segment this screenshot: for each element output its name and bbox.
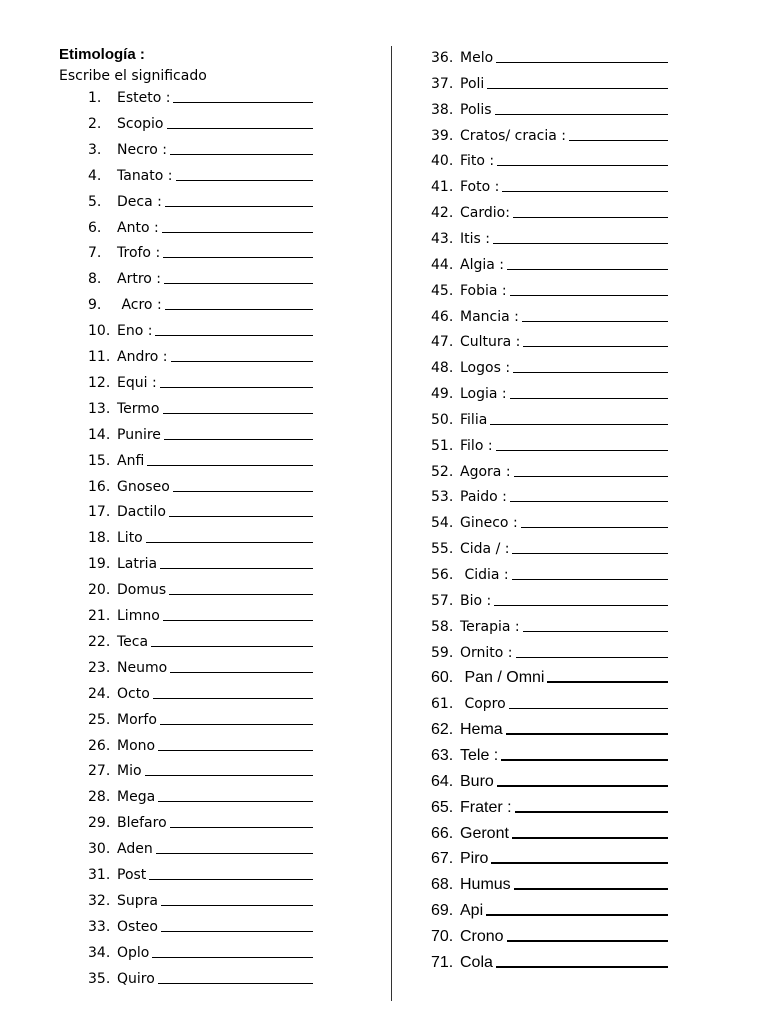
- answer-blank[interactable]: [170, 154, 313, 155]
- item-term: Frater :: [460, 798, 512, 816]
- list-item: [431, 874, 668, 896]
- item-term: Andro :: [117, 349, 168, 365]
- item-number: 36.: [431, 50, 454, 66]
- answer-blank[interactable]: [523, 631, 668, 632]
- item-number: 64.: [431, 772, 454, 790]
- item-number: 19.: [88, 556, 111, 573]
- item-term: Cidia :: [460, 567, 509, 583]
- item-term: Cultura :: [460, 334, 521, 351]
- answer-blank[interactable]: [497, 165, 668, 166]
- list-item: [88, 683, 313, 705]
- answer-blank[interactable]: [516, 657, 668, 658]
- item-number: 63.: [431, 746, 454, 764]
- item-term: Fobia :: [460, 282, 507, 299]
- list-item: [88, 139, 313, 161]
- item-number: 32.: [88, 892, 111, 909]
- item-number: 35.: [88, 970, 111, 987]
- item-number: 27.: [88, 763, 111, 780]
- answer-blank[interactable]: [160, 568, 313, 569]
- item-term: Cida / :: [460, 541, 510, 558]
- item-number: 52.: [431, 463, 454, 480]
- list-item: [431, 383, 668, 405]
- list-item: [431, 616, 668, 638]
- item-number: 37.: [431, 75, 454, 92]
- list-item: [88, 657, 313, 679]
- item-term: Domus: [117, 582, 167, 599]
- answer-blank[interactable]: [497, 785, 668, 787]
- item-term: Filia: [460, 411, 488, 428]
- list-item: [431, 73, 668, 95]
- item-number: 46.: [431, 308, 454, 325]
- answer-blank[interactable]: [512, 553, 668, 554]
- item-number: 44.: [431, 256, 454, 273]
- item-term: Geront: [460, 824, 509, 842]
- item-number: 40.: [431, 153, 454, 170]
- answer-blank[interactable]: [173, 491, 313, 492]
- list-item: [431, 952, 668, 974]
- list-item: [88, 760, 313, 782]
- answer-blank[interactable]: [515, 811, 668, 813]
- answer-blank[interactable]: [165, 206, 313, 207]
- item-term: Crono: [460, 927, 504, 945]
- answer-blank[interactable]: [495, 114, 668, 115]
- item-term: Bio :: [460, 592, 492, 609]
- item-term: Mono: [117, 737, 156, 754]
- list-item: [88, 605, 313, 627]
- answer-blank[interactable]: [169, 594, 313, 595]
- item-number: 45.: [431, 282, 454, 299]
- item-number: 15.: [88, 452, 111, 469]
- list-item: [431, 926, 668, 948]
- item-term: Oplo: [117, 944, 150, 961]
- answer-blank[interactable]: [155, 335, 313, 336]
- list-item: [88, 191, 313, 213]
- item-number: 22.: [88, 633, 111, 650]
- item-term: Pan / Omni: [460, 669, 545, 687]
- answer-blank[interactable]: [169, 516, 313, 517]
- column-divider: [391, 46, 392, 1001]
- item-number: 4.: [88, 167, 102, 184]
- item-term: Tanato :: [117, 167, 173, 184]
- list-item: [88, 942, 313, 964]
- item-number: 6.: [88, 219, 102, 236]
- item-term: Algia :: [460, 256, 504, 273]
- list-item: [431, 590, 668, 612]
- answer-blank[interactable]: [496, 966, 668, 968]
- item-number: 38.: [431, 101, 454, 118]
- item-number: 12.: [88, 374, 111, 391]
- item-term: Fito :: [460, 153, 495, 170]
- answer-blank[interactable]: [491, 862, 668, 864]
- list-item: [88, 165, 313, 187]
- item-term: Mio: [117, 763, 142, 780]
- item-term: Hema: [460, 721, 503, 739]
- list-item: [431, 719, 668, 741]
- item-term: Ornito :: [460, 644, 513, 661]
- list-item: [431, 280, 668, 302]
- answer-blank[interactable]: [147, 465, 313, 466]
- list-item: [431, 797, 668, 819]
- list-item: [88, 916, 313, 938]
- item-number: 59.: [431, 644, 454, 661]
- item-term: Paido :: [460, 489, 507, 506]
- item-number: 39.: [431, 127, 454, 144]
- item-number: 5.: [88, 193, 102, 210]
- answer-blank[interactable]: [510, 501, 668, 502]
- list-item: [431, 693, 668, 715]
- item-number: 33.: [88, 918, 111, 935]
- answer-blank[interactable]: [158, 801, 313, 802]
- list-item: [431, 228, 668, 250]
- item-term: Terapia :: [460, 618, 520, 635]
- item-number: 7.: [88, 245, 102, 262]
- item-number: 16.: [88, 478, 111, 495]
- list-item: [88, 838, 313, 860]
- item-term: Tele :: [460, 746, 499, 764]
- item-number: 68.: [431, 876, 454, 894]
- item-number: 8.: [88, 271, 102, 288]
- list-item: [88, 501, 313, 523]
- answer-blank[interactable]: [496, 450, 668, 451]
- item-term: Termo: [117, 400, 160, 417]
- answer-blank[interactable]: [569, 140, 668, 141]
- item-number: 61.: [431, 696, 454, 713]
- item-number: 13.: [88, 400, 111, 417]
- item-number: 26.: [88, 737, 111, 754]
- answer-blank[interactable]: [158, 750, 313, 751]
- answer-blank[interactable]: [171, 361, 313, 362]
- item-number: 69.: [431, 902, 454, 920]
- item-term: Aden: [117, 841, 153, 858]
- item-term: Limno: [117, 608, 160, 624]
- list-item: [431, 461, 668, 483]
- list-item: [431, 512, 668, 534]
- item-term: Piro: [460, 850, 489, 868]
- answer-blank[interactable]: [507, 940, 668, 942]
- item-number: 31.: [88, 867, 111, 883]
- item-number: 66.: [431, 824, 454, 842]
- list-item: [431, 176, 668, 198]
- answer-blank[interactable]: [494, 605, 668, 606]
- item-term: Buro: [460, 772, 494, 790]
- item-term: Deca :: [117, 193, 162, 210]
- list-item: [88, 424, 313, 446]
- item-number: 3.: [88, 141, 102, 158]
- item-number: 62.: [431, 721, 454, 739]
- answer-blank[interactable]: [510, 398, 668, 399]
- list-item: [431, 202, 668, 224]
- item-term: Api: [460, 902, 484, 920]
- list-item: [431, 771, 668, 793]
- item-term: Lito: [117, 530, 143, 547]
- list-item: [88, 242, 313, 264]
- list-item: [431, 745, 668, 767]
- answer-blank[interactable]: [167, 128, 313, 129]
- list-item: [88, 890, 313, 912]
- item-term: Teca: [117, 633, 149, 650]
- answer-blank[interactable]: [522, 321, 668, 322]
- item-term: Quiro: [117, 970, 155, 987]
- answer-blank[interactable]: [145, 775, 313, 776]
- list-item: [88, 346, 313, 368]
- item-term: Logia :: [460, 386, 507, 403]
- answer-blank[interactable]: [161, 931, 313, 932]
- list-item: [431, 254, 668, 276]
- item-number: 1.: [88, 90, 102, 106]
- item-number: 47.: [431, 334, 454, 351]
- item-number: 70.: [431, 927, 454, 945]
- answer-blank[interactable]: [153, 698, 313, 699]
- item-number: 56.: [431, 567, 454, 583]
- item-term: Cardio:: [460, 205, 510, 222]
- item-number: 49.: [431, 386, 454, 403]
- answer-blank[interactable]: [156, 853, 313, 854]
- item-term: Gnoseo: [117, 478, 170, 495]
- item-number: 30.: [88, 841, 111, 858]
- list-item: [431, 357, 668, 379]
- list-item: [431, 642, 668, 664]
- answer-blank[interactable]: [152, 957, 313, 958]
- answer-blank[interactable]: [151, 646, 313, 647]
- item-term: Humus: [460, 876, 511, 894]
- item-number: 60.: [431, 669, 454, 687]
- list-item: [431, 823, 668, 845]
- item-term: Punire: [117, 426, 161, 443]
- answer-blank[interactable]: [523, 346, 668, 347]
- list-item: [431, 47, 668, 69]
- item-term: Esteto :: [117, 90, 171, 106]
- answer-blank[interactable]: [170, 827, 313, 828]
- answer-blank[interactable]: [170, 672, 313, 673]
- answer-blank[interactable]: [149, 879, 313, 880]
- answer-blank[interactable]: [513, 217, 668, 218]
- list-item: [88, 812, 313, 834]
- list-item: [88, 217, 313, 239]
- item-number: 41.: [431, 179, 454, 196]
- answer-blank[interactable]: [493, 243, 668, 244]
- answer-blank[interactable]: [173, 102, 313, 103]
- item-term: Cola: [460, 953, 493, 971]
- item-term: Morfo: [117, 711, 157, 728]
- item-term: Supra: [117, 892, 158, 909]
- list-item: [431, 306, 668, 328]
- item-term: Cratos/ cracia :: [460, 127, 566, 144]
- list-item: [431, 331, 668, 353]
- item-number: 2.: [88, 115, 102, 132]
- list-item: [88, 268, 313, 290]
- list-item: [431, 125, 668, 147]
- list-item: [88, 735, 313, 757]
- answer-blank[interactable]: [547, 681, 668, 683]
- answer-blank[interactable]: [164, 439, 313, 440]
- list-item: [88, 87, 313, 109]
- answer-blank[interactable]: [160, 387, 313, 388]
- answer-blank[interactable]: [513, 372, 668, 373]
- list-item: [431, 900, 668, 922]
- item-number: 10.: [88, 323, 111, 340]
- item-term: Logos :: [460, 360, 511, 377]
- list-item: [88, 631, 313, 653]
- item-term: Acro :: [117, 297, 162, 314]
- item-number: 50.: [431, 411, 454, 428]
- item-number: 24.: [88, 685, 111, 702]
- answer-blank[interactable]: [146, 542, 313, 543]
- list-item: [88, 398, 313, 420]
- item-term: Dactilo: [117, 504, 166, 521]
- item-number: 51.: [431, 437, 454, 454]
- item-term: Eno :: [117, 323, 153, 340]
- item-number: 58.: [431, 618, 454, 635]
- item-term: Scopio: [117, 115, 164, 132]
- item-number: 55.: [431, 541, 454, 558]
- list-item: [431, 667, 668, 689]
- item-number: 29.: [88, 815, 111, 832]
- item-term: Artro :: [117, 271, 162, 288]
- item-term: Latria: [117, 556, 158, 573]
- item-number: 67.: [431, 850, 454, 868]
- item-term: Gineco :: [460, 515, 518, 532]
- answer-blank[interactable]: [163, 413, 313, 414]
- list-item: [431, 99, 668, 121]
- answer-blank[interactable]: [165, 309, 313, 310]
- item-number: 28.: [88, 789, 111, 806]
- answer-blank[interactable]: [162, 232, 313, 233]
- item-term: Anto :: [117, 219, 159, 236]
- list-item: [88, 476, 313, 498]
- answer-blank[interactable]: [514, 888, 668, 890]
- item-term: Anfi: [117, 452, 145, 469]
- answer-blank[interactable]: [490, 424, 668, 425]
- answer-blank[interactable]: [163, 257, 313, 258]
- list-item: [88, 864, 313, 886]
- item-number: 54.: [431, 515, 454, 532]
- answer-blank[interactable]: [164, 283, 313, 284]
- item-term: Agora :: [460, 463, 511, 480]
- answer-blank[interactable]: [507, 269, 668, 270]
- item-term: Mancia :: [460, 308, 519, 325]
- item-number: 14.: [88, 426, 111, 443]
- document-title: Etimología :: [59, 46, 145, 63]
- item-number: 57.: [431, 592, 454, 609]
- list-item: [88, 527, 313, 549]
- item-term: Neumo: [117, 659, 168, 676]
- answer-blank[interactable]: [161, 905, 313, 906]
- answer-blank[interactable]: [158, 983, 313, 984]
- answer-blank[interactable]: [176, 180, 313, 181]
- list-item: [431, 538, 668, 560]
- list-item: [431, 435, 668, 457]
- item-number: 23.: [88, 659, 111, 676]
- list-item: [431, 848, 668, 870]
- list-item: [431, 564, 668, 586]
- item-term: Octo: [117, 685, 150, 702]
- item-number: 53.: [431, 489, 454, 506]
- item-term: Mega: [117, 789, 156, 806]
- item-term: Post: [117, 867, 147, 883]
- item-term: Trofo :: [117, 245, 161, 262]
- item-term: Poli: [460, 75, 485, 92]
- item-number: 21.: [88, 608, 111, 624]
- list-item: [88, 294, 313, 316]
- list-item: [88, 113, 313, 135]
- list-item: [88, 968, 313, 990]
- answer-blank[interactable]: [501, 759, 668, 761]
- answer-blank[interactable]: [486, 914, 668, 916]
- item-number: 25.: [88, 711, 111, 728]
- item-term: Equi :: [117, 374, 157, 391]
- list-item: [431, 409, 668, 431]
- list-item: [88, 553, 313, 575]
- item-term: Itis :: [460, 230, 490, 247]
- item-term: Filo :: [460, 437, 493, 454]
- item-term: Foto :: [460, 179, 500, 196]
- answer-blank[interactable]: [487, 88, 668, 89]
- item-number: 48.: [431, 360, 454, 377]
- item-number: 18.: [88, 530, 111, 547]
- answer-blank[interactable]: [509, 708, 668, 709]
- answer-blank[interactable]: [510, 295, 668, 296]
- answer-blank[interactable]: [512, 837, 668, 839]
- list-item: [88, 450, 313, 472]
- list-item: [88, 372, 313, 394]
- answer-blank[interactable]: [506, 733, 668, 735]
- item-number: 71.: [431, 953, 454, 971]
- item-term: Melo: [460, 50, 494, 66]
- item-term: Polis: [460, 101, 492, 118]
- answer-blank[interactable]: [521, 527, 668, 528]
- item-number: 20.: [88, 582, 111, 599]
- item-term: Copro: [460, 696, 506, 713]
- document-subtitle: Escribe el significado: [59, 68, 207, 84]
- item-number: 11.: [88, 349, 111, 365]
- list-item: [88, 709, 313, 731]
- list-item: [431, 150, 668, 172]
- item-number: 43.: [431, 230, 454, 247]
- item-number: 9.: [88, 297, 102, 314]
- item-term: Osteo: [117, 918, 158, 935]
- list-item: [88, 579, 313, 601]
- answer-blank[interactable]: [160, 724, 313, 725]
- item-number: 34.: [88, 944, 111, 961]
- answer-blank[interactable]: [502, 191, 668, 192]
- item-term: Blefaro: [117, 815, 167, 832]
- answer-blank[interactable]: [163, 620, 313, 621]
- item-number: 17.: [88, 504, 111, 521]
- answer-blank[interactable]: [496, 62, 668, 63]
- answer-blank[interactable]: [512, 579, 668, 580]
- item-number: 65.: [431, 798, 454, 816]
- list-item: [88, 786, 313, 808]
- item-term: Necro :: [117, 141, 167, 158]
- item-number: 42.: [431, 205, 454, 222]
- list-item: [431, 486, 668, 508]
- list-item: [88, 320, 313, 342]
- answer-blank[interactable]: [514, 476, 668, 477]
